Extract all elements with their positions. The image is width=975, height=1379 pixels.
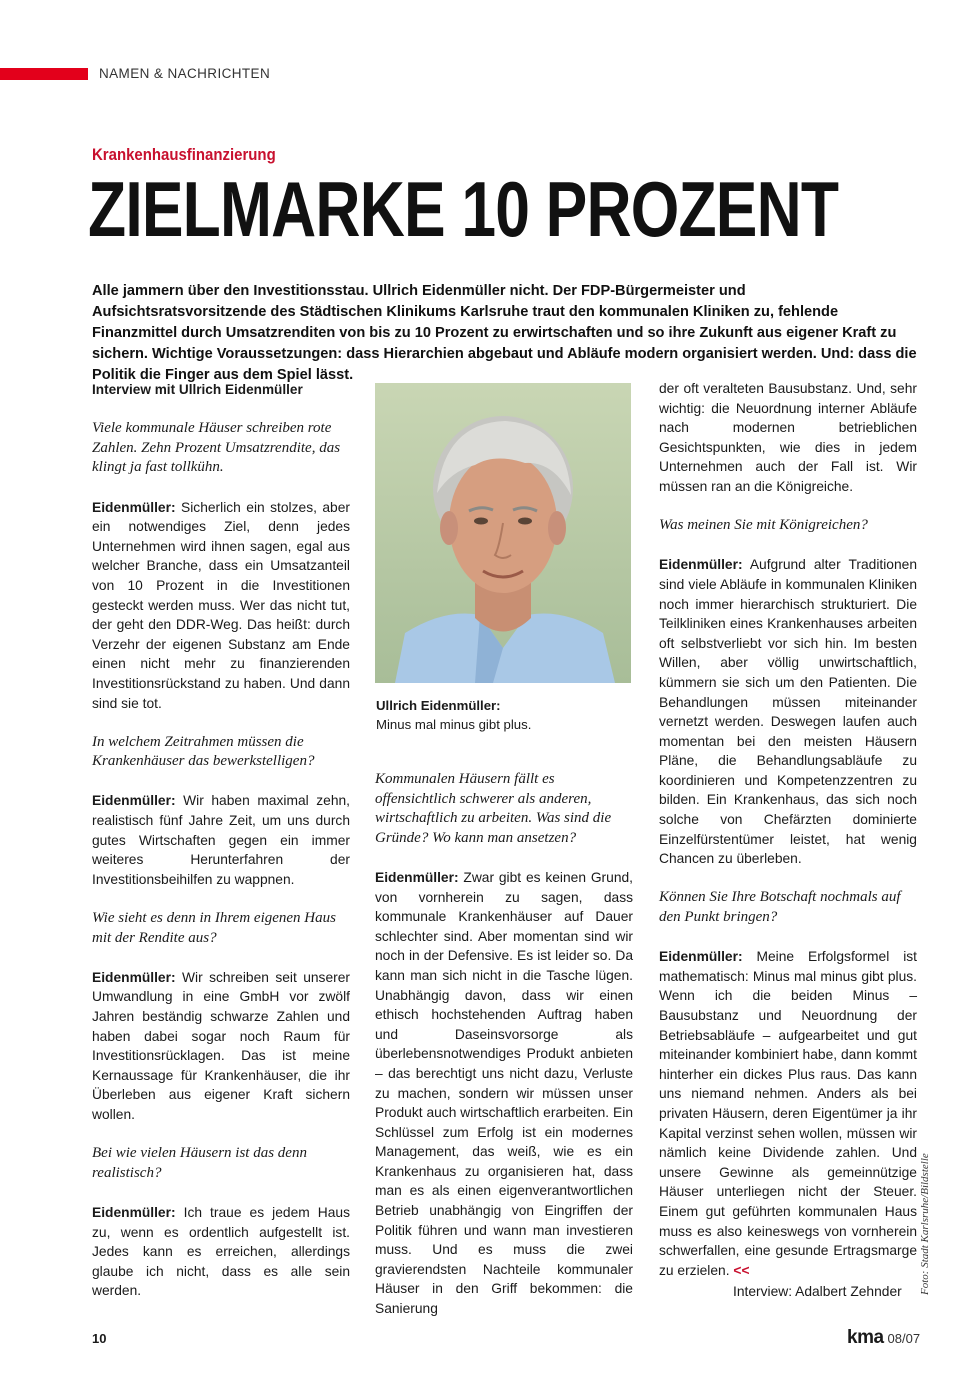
speaker-label: Eidenmüller: <box>659 557 743 573</box>
question: In welchem Zeitrahmen müssen die Krankenhäuser das bewerkstelligen? <box>92 733 315 770</box>
text-column-3 <box>659 379 917 1280</box>
caption-name: Ullrich Eidenmüller: <box>376 698 501 713</box>
answer-text: Zwar gibt es keinen Grund, von vornherein zu sagen, dass kommunale Krankenhäuser auf Dauer schlechter sind. Aber momentan sind wir noch in der Defensive. Es ist leider so. Da kann man sich nicht in die Tasche lügen. Unabhängig davon, dass wir einen ethisch hochstehenden Auftrag haben und Daseinsvorsorge als überlebensnotwendiges Produkt anbieten – das berechtigt uns nicht dazu, Verluste zu machen, sondern wir müssen unser Produkt auch wirtschaftlich erarbeiten. Ein Schlüssel zum Erfolg ist ein modernes Management, das weiß, wie es ein Krankenhaus zu organisieren hat, dass man es als einen eigenverantwortlichen Betrieb unabhängig von Eingriffen der Politik führen und wann man investieren muss. Und es muss die zwei gravierendsten Nachteile kommunaler Häuser in den Griff bekommen: die Sanierung <box>375 869 633 1317</box>
article-kicker: Krankenhausfinanzierung <box>92 145 276 164</box>
text-column-1 <box>92 380 350 1301</box>
answer-text: Aufgrund alter Traditionen sind viele Abläufe in kommunalen Kliniken noch immer hierarchisch strukturiert. Die Teilkliniken eines Krankenhauses arbeiten oft selbstverliebt vor sich hin. Im besten Willen, aber völlig unwirtschaftlich, kümmern sie sich um den Patienten. Die Behandlungen müssen miteinander vernetzt werden. Deswegen laufen auch momentan bei den meisten Häusern Pläne, die Behandlungsabläufe zu koordinieren und Kompetenzzentren zu bilden. Ein Krankenhaus, das sich noch solche von Chefärzten dominierte Einzelfürstentümer leistet, hat wenig Chancen zu überleben. <box>659 557 917 867</box>
page-number: 10 <box>92 1331 107 1346</box>
question: Bei wie vielen Häusern ist das denn realistisch? <box>92 1145 307 1181</box>
question: Was meinen Sie mit Königreichen? <box>659 517 868 534</box>
byline: Interview: Adalbert Zehnder <box>733 1284 902 1299</box>
answer <box>92 968 350 1125</box>
speaker-label: Eidenmüller: <box>92 969 176 985</box>
answer-text: Meine Erfolgsformel ist mathematisch: Minus mal minus gibt plus. Wenn ich die beiden Minus – Bausubstanz und Neuordnung der Betriebsabläufe – aufgearbeitet und gut miteinander kombiniert habe, dann kommt hinterher ein dickes Plus raus. Das kann uns niemand nehmen. Anders als bei privaten Häusern, deren Eigentümer ja ihr Kapital verzinst sehen wollen, müssen wir nämlich keine Dividende zahlen. Und unsere Gewinne als gemeinnützige Häuser unterliegen nicht der Steuer. Einem gut geführten kommunalen Haus muss es also keineswegs von vornherein schwerfallen, eine gesunde Ertragsmarge zu erzielen. <box>659 949 917 1278</box>
portrait-illustration <box>375 383 631 683</box>
interview-intro: Interview mit Ullrich Eidenmüller <box>92 382 303 397</box>
answer <box>92 1203 350 1301</box>
section-label: NAMEN & NACHRICHTEN <box>99 66 271 81</box>
answer <box>92 498 350 714</box>
question: Kommunalen Häusern fällt es offensichtlich schwerer als anderen, wirtschaftlich zu arbeiten. Was sind die Gründe? Wo kann man ansetzen? <box>375 771 612 846</box>
caption-text: Minus mal minus gibt plus. <box>376 717 532 732</box>
question: Wie sieht es denn in Ihrem eigenen Haus mit der Rendite aus? <box>92 910 336 946</box>
end-mark: << <box>733 1262 750 1278</box>
article-lead: Alle jammern über den Investitionsstau. Ullrich Eidenmüller nicht. Der FDP-Bürgermeister und Aufsichtsratsvorsitzende des Städtischen Klinikums Karlsruhe traut den kommunalen Kliniken zu, fehlende Finanzmittel durch Umsatzrenditen von bis zu 10 Prozent zu erwirtschaften und so ihre Zukunft aus eigener Kraft zu sichern. Wichtige Voraussetzungen: dass Hierarchien abgebaut und Abläufe modern organisiert werden. Und: dass die Politik die Finger aus dem Spiel lässt. <box>92 283 917 383</box>
photo-caption <box>376 696 531 734</box>
speaker-label: Eidenmüller: <box>92 793 176 809</box>
speaker-label: Eidenmüller: <box>375 869 459 885</box>
answer-continuation: der oft veralteten Bausubstanz. Und, sehr wichtig: die Neuordnung interner Abläufe nach modernen betrieblichen Gesichtspunkten, wie dies in jedem Unternehmen auch der Fall ist. Wir müssen ran an die Königreiche. <box>659 381 917 494</box>
brand-logo: kma <box>847 1327 884 1348</box>
answer-text: Sicherlich ein stolzes, aber ein notwendiges Ziel, denn jedes Unternehmen wird ihnen sagen, egal aus welcher Branche, dass ein Umsatzanteil von 10 Prozent in die Investitionen gesteckt werden muss. Wer das nicht tut, der geht den DDR-Weg. Das heißt: durch Verzehr der eigenen Substanz am Ende einen nicht mehr zu finanzierenden Investitionsrückstand zu haben. Und dann sind sie tot. <box>92 499 350 711</box>
answer <box>375 868 633 1319</box>
article-headline: ZIELMARKE 10 PROZENT <box>88 165 839 253</box>
question: Können Sie Ihre Botschaft nochmals auf den Punkt bringen? <box>659 889 901 926</box>
footer-brand <box>847 1327 920 1349</box>
photo-credit: Foto: Stadt Karlsruhe/Bildstelle <box>919 1153 931 1295</box>
portrait-photo <box>375 383 631 683</box>
text-column-2 <box>375 770 633 1319</box>
answer <box>659 947 917 1280</box>
question: Viele kommunale Häuser schreiben rote Zahlen. Zehn Prozent Umsatzrendite, das klingt ja fast tollkühn. <box>92 420 341 476</box>
section-accent-bar <box>0 68 88 80</box>
speaker-label: Eidenmüller: <box>92 499 176 515</box>
speaker-label: Eidenmüller: <box>659 949 743 965</box>
answer <box>92 791 350 889</box>
answer-text: Ich traue es jedem Haus zu, wenn es ordentlich aufgestellt ist. Jedes kann es erreichen, allerdings glaube ich nicht, dass es alle sein werden. <box>92 1204 350 1299</box>
answer-text: Wir haben maximal zehn, realistisch fünf Jahre Zeit, um uns durch gutes Wirtschaften gegen ein immer weiteres Herunterfahren der Investitionsbeihilfen zu wappnen. <box>92 793 350 887</box>
answer-text: Wir schreiben seit unserer Umwandlung in eine GmbH vor zwölf Jahren beständig schwarze Zahlen und haben dabei sogar noch Raum für Investitionsrücklagen. Das ist meine Kernaussage für Krankenhäuser, die ihr Überleben aus eigener Kraft sichern wollen. <box>92 969 350 1122</box>
issue-number: 08/07 <box>887 1331 921 1346</box>
speaker-label: Eidenmüller: <box>92 1204 176 1220</box>
answer <box>659 555 917 869</box>
